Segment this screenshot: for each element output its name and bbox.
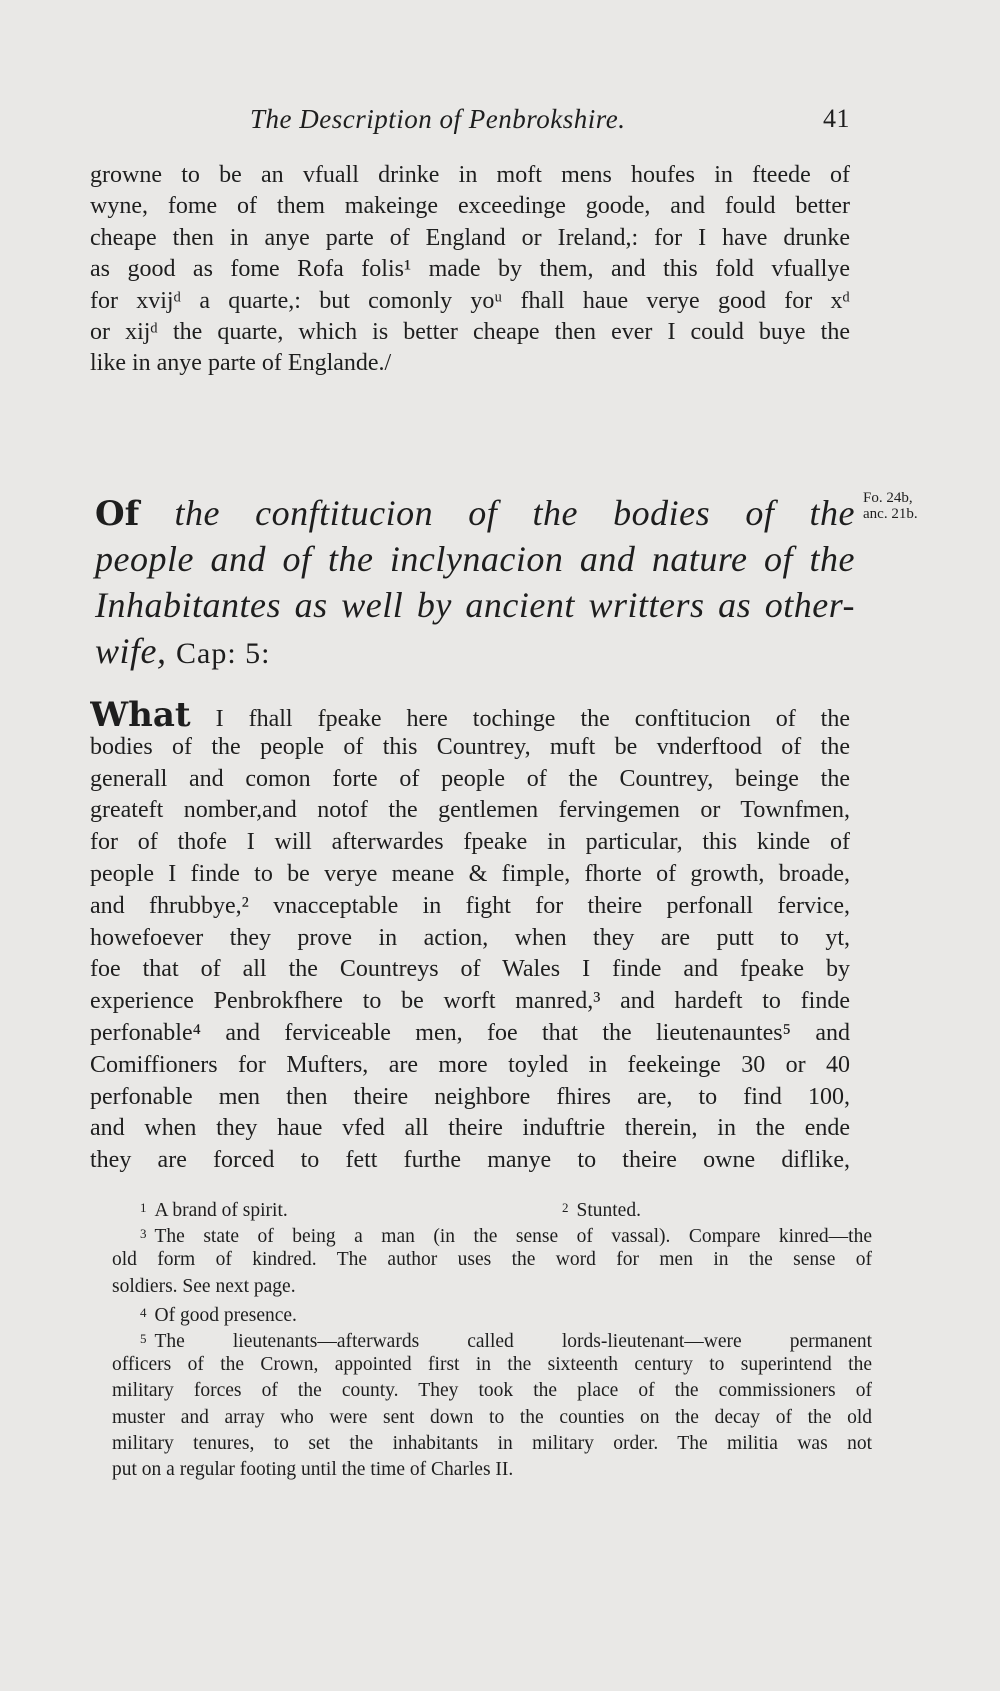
margin-note-line: Fo. 24b, <box>863 490 913 506</box>
text-line: foe that of all the Countreys of Wales I finde and fpeake by <box>90 956 850 983</box>
margin-note-line: anc. 21b. <box>863 506 918 522</box>
footnote-text: Of good presence. <box>154 1304 297 1326</box>
text-line: greateft nomber,and notof the gentlemen fervingemen or Townfmen, <box>90 797 850 824</box>
blackletter-initial: Of <box>95 494 140 534</box>
footnote-3-line: old form of kindred. The author uses the word for men in the sense of <box>112 1249 872 1271</box>
text-line: for xvijᵈ a quarte,: but comonly yoᵘ fhall haue verye good for xᵈ <box>90 287 850 314</box>
margin-note <box>863 490 943 522</box>
heading-line <box>95 628 855 674</box>
footnote-4-line <box>112 1300 872 1326</box>
heading-line: people and of the inclynacion and nature of the <box>95 539 855 579</box>
running-head <box>250 104 850 144</box>
footnote-mark: 2 <box>562 1200 569 1215</box>
running-head-title: The Description of Penbrokshire. <box>250 104 626 134</box>
text-line: and fhrubbye,² vnacceptable in fight for theire perfonall fervice, <box>90 892 850 919</box>
footnote-mark: 1 <box>140 1200 147 1215</box>
heading-line: Inhabitantes as well by ancient writters as other- <box>95 585 855 625</box>
footnote-5-line <box>112 1326 872 1352</box>
text-line: growne to be an vfuall drinke in moft mens houfes in fteede of <box>90 162 850 188</box>
text-line: Comiffioners for Mufters, are more toyled in feekeinge 30 or 40 <box>90 1051 850 1078</box>
text-line: bodies of the people of this Countrey, muft be vnderftood of the <box>90 733 850 760</box>
footnotes <box>112 1195 872 1483</box>
footnote-5-line: muster and array who were sent down to the counties on the decay of the old <box>112 1406 872 1428</box>
footnote-5-line: officers of the Crown, appointed first in the sixteenth century to superintend the <box>112 1354 872 1376</box>
footnote-mark: 5 <box>140 1330 147 1346</box>
chapter-number: Cap: 5: <box>176 637 271 670</box>
text-span: I fhall fpeake here tochinge the conftitucion of the <box>215 706 850 732</box>
footnote-mark: 4 <box>140 1304 147 1320</box>
footnote-text: A brand of spirit. <box>154 1200 288 1221</box>
footnote-text: Stunted. <box>576 1200 641 1221</box>
footnote-1 <box>140 1195 288 1224</box>
text-line: and when they haue vfed all theire induftrie therein, in the ende <box>90 1115 850 1142</box>
text-line: for of thofe I will afterwardes fpeake in particular, this kinde of <box>90 829 850 856</box>
footnote-row <box>112 1195 872 1221</box>
text-line: generall and comon forte of people of the Countrey, beinge the <box>90 765 850 792</box>
text-line: people I finde to be verye meane & fimple, fhorte of growth, broade, <box>90 860 850 887</box>
text-line: experience Penbrokfhere to be worft manred,³ and hardeft to finde <box>90 988 850 1015</box>
text-line: cheape then in anye parte of England or Ireland,: for I have drunke <box>90 224 850 251</box>
chapter-heading <box>95 490 855 674</box>
text-line: like in anye parte of Englande./ <box>90 350 392 377</box>
text-line <box>90 700 850 732</box>
footnote-5-line: military forces of the county. They took the place of the commissioners of <box>112 1380 872 1402</box>
footnote-5-line: put on a regular footing until the time of Charles II. <box>112 1458 514 1480</box>
text-line: perfonable⁴ and ferviceable men, foe that the lieutenauntes⁵ and <box>90 1019 850 1046</box>
footnote-5-line: military tenures, to set the inhabitants in military order. The militia was not <box>112 1432 872 1454</box>
heading-text: the conftitucion of the bodies of the <box>174 493 856 533</box>
page-number: 41 <box>823 104 850 133</box>
text-line: perfonable men then theire neighbore fhires are, to find 100, <box>90 1083 850 1110</box>
text-line: as good as fome Rofa folis¹ made by them, and this fold vfuallye <box>90 256 850 283</box>
footnote-text: The lieutenants—afterwards called lords-lieutenant—were permanent <box>154 1330 872 1352</box>
text-line: howefoever they prove in action, when they are putt to yt, <box>90 924 850 951</box>
heading-text: wife, <box>95 631 167 671</box>
footnote-2 <box>562 1195 641 1224</box>
footnote-mark: 3 <box>140 1226 147 1242</box>
text-line: or xijᵈ the quarte, which is better cheape then ever I could buye the <box>90 318 850 345</box>
paragraph-1 <box>90 160 850 380</box>
blackletter-initial: What <box>90 700 191 732</box>
footnote-3-line <box>112 1221 872 1247</box>
paragraph-2 <box>90 700 850 1177</box>
text-line: they are forced to fett furthe manye to theire owne diflike, <box>90 1147 850 1174</box>
heading-line <box>95 490 855 536</box>
text-line: wyne, fome of them makeinge exceedinge goode, and fould better <box>90 193 850 220</box>
footnote-text: The state of being a man (in the sense of vassal). Compare kinred—the <box>154 1226 872 1248</box>
footnote-3-line: soldiers. See next page. <box>112 1275 296 1297</box>
